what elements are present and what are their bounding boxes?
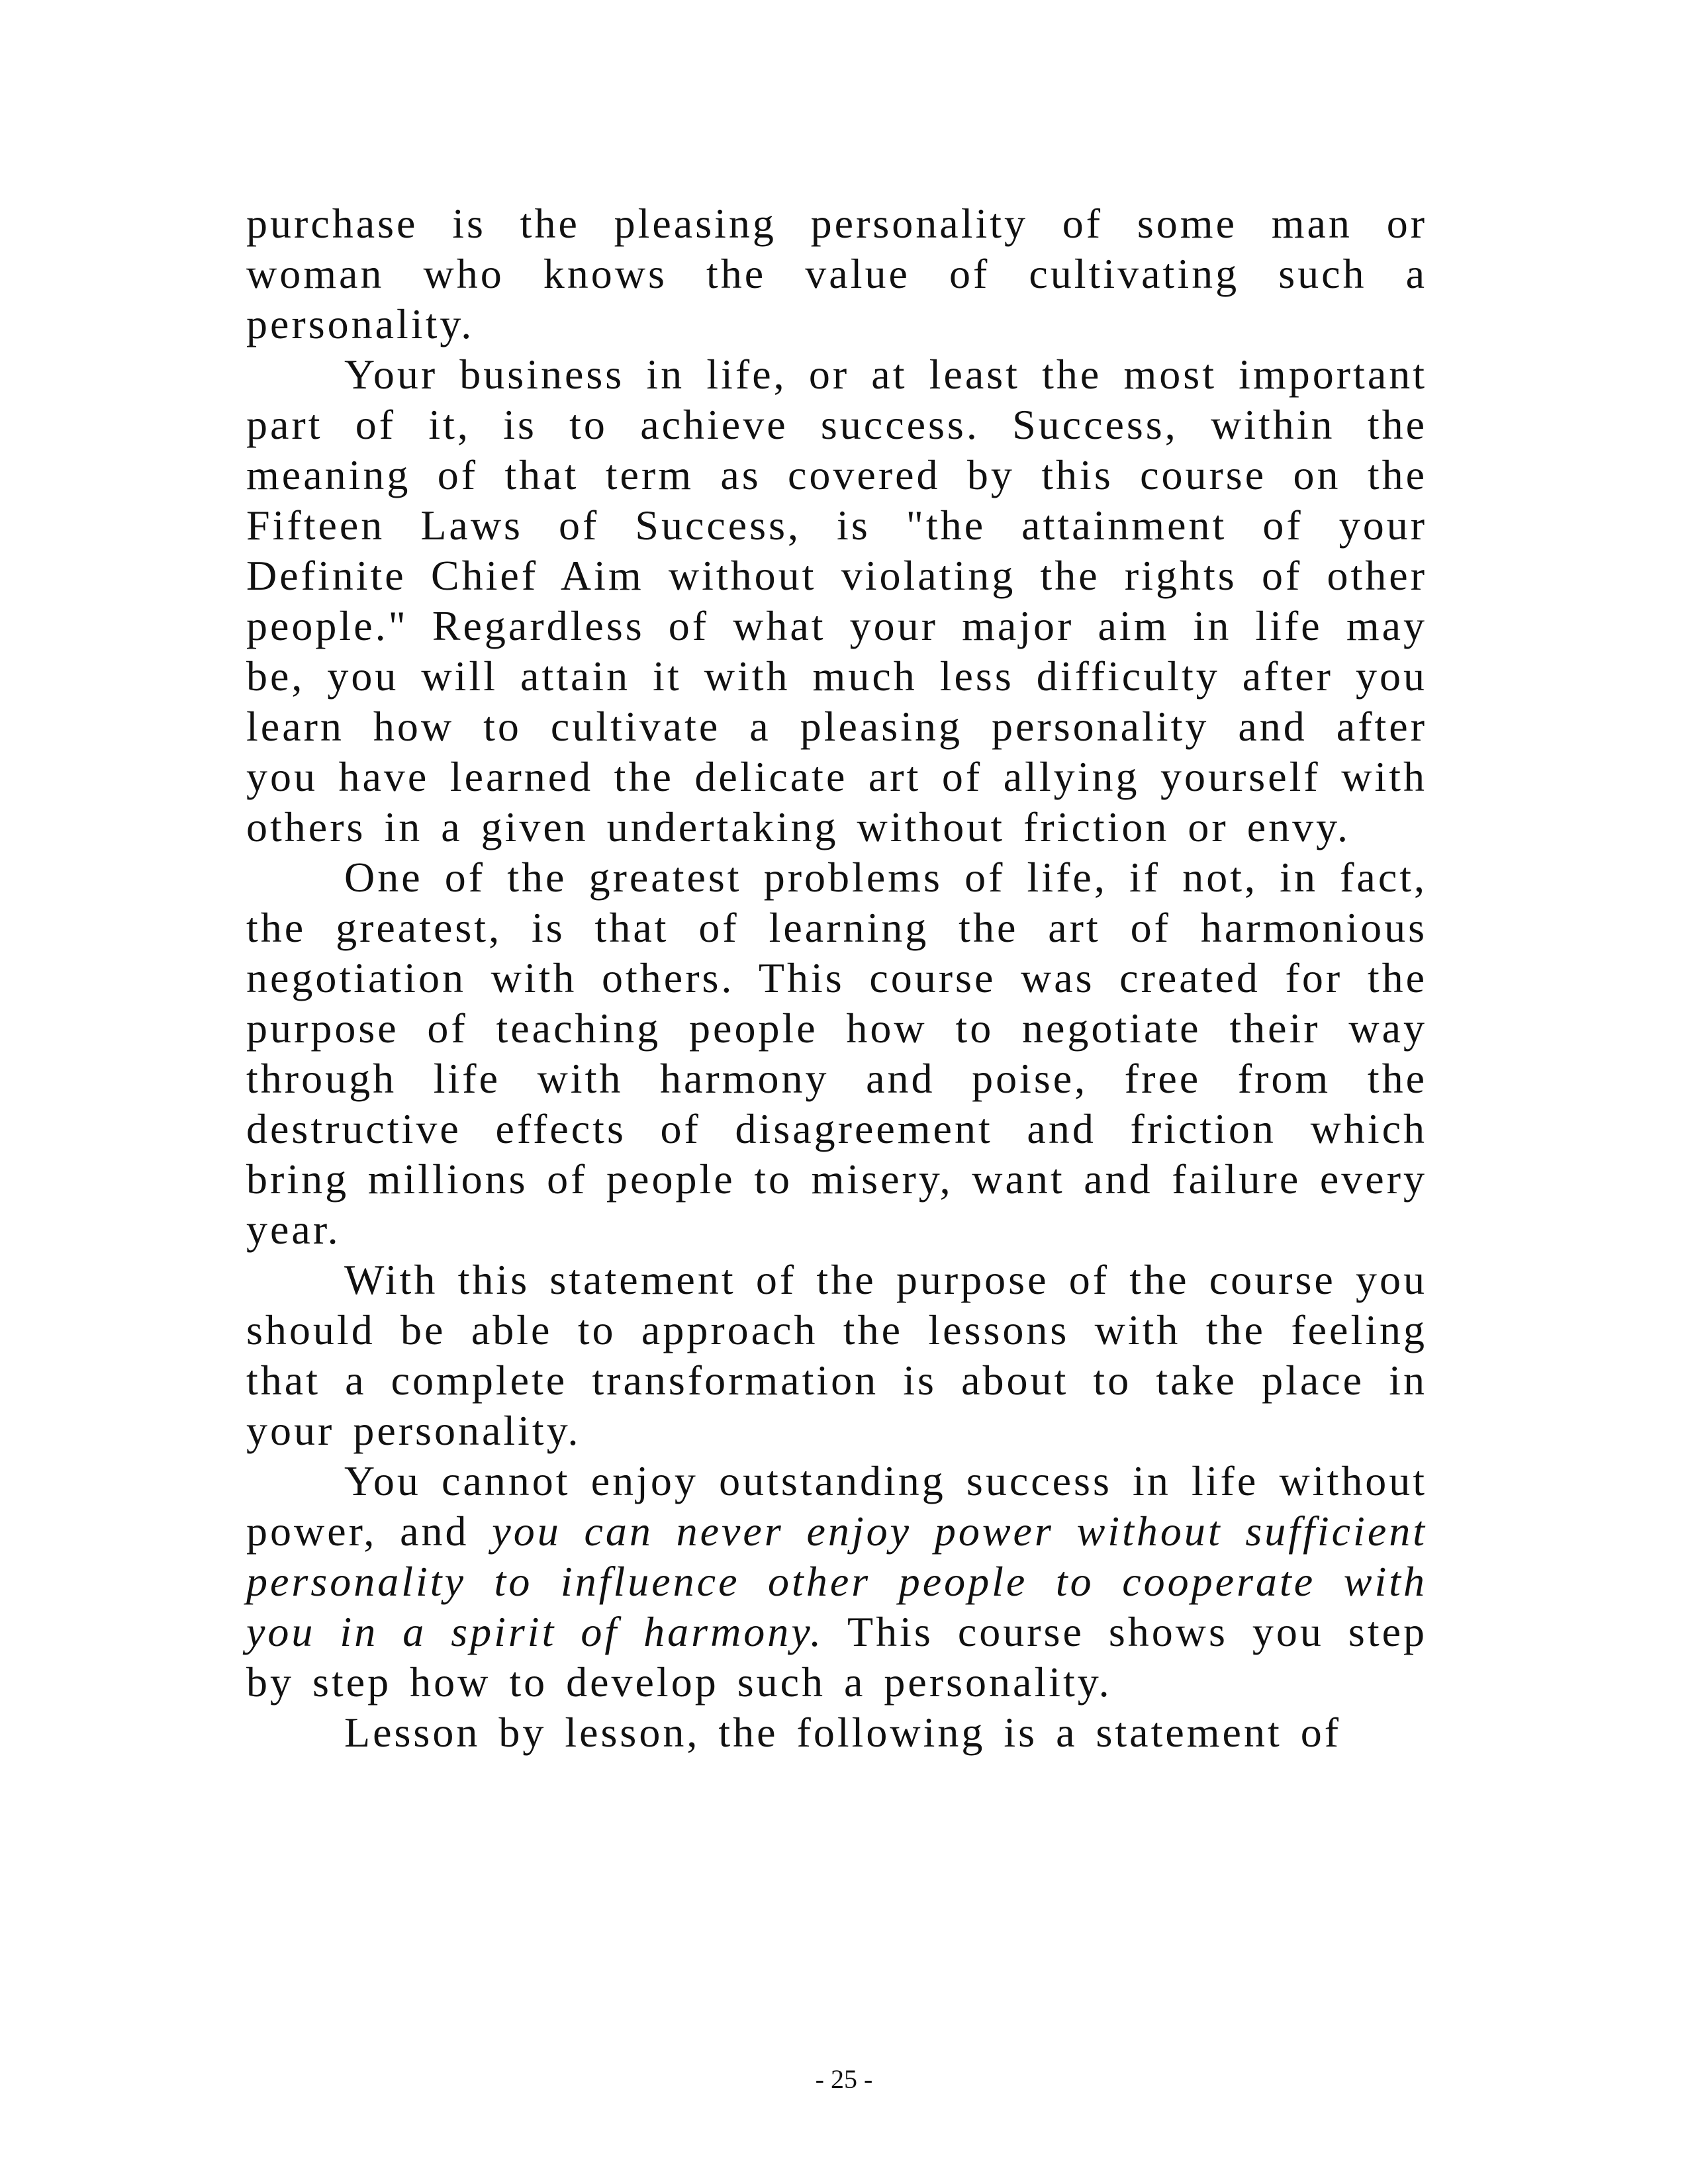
paragraph-text-after: This course shows you step by step how to develop such a personality.	[246, 1608, 1427, 1706]
paragraph-lesson-intro: Lesson by lesson, the following is a statement of	[344, 1709, 1342, 1756]
paragraph-power-personality	[246, 1456, 1427, 1707]
body-text	[246, 199, 1427, 1758]
paragraph-harmonious-negotiation: One of the greatest problems of life, if not, in fact, the greatest, is that of learning the art of harmonious negotiation with others. This course was created for the purpose of teaching people how to negotiate their way through life with harmony and poise, free from the destructive effects of disagreement and friction which bring millions of people to misery, want and failure every year.	[246, 854, 1427, 1253]
paragraph-emphasis: you can never enjoy power without sufficient personality to influence other people to cooperate with you in a spirit of harmony.	[246, 1508, 1428, 1655]
paragraph-continuation: purchase is the pleasing personality of some man or woman who knows the value of cultivating such a personality.	[246, 200, 1427, 347]
paragraph-text-before: You cannot enjoy outstanding success in life without power, and	[246, 1457, 1427, 1555]
paragraph-business-success: Your business in life, or at least the most important part of it, is to achieve success. Success, within the meaning of that term as covered by this course on the Fifteen Laws of Success, is "the attainment of your Definite Chief Aim without violating the rights of other people." Regardless of what your major aim in life may be, you will attain it with much less difficulty after you learn how to cultivate a pleasing personality and after you have learned the delicate art of allying yourself with others in a given undertaking without friction or envy.	[246, 351, 1427, 850]
page-number: - 25 -	[815, 2064, 873, 2094]
paragraph-course-purpose: With this statement of the purpose of the course you should be able to approach the lessons with the feeling that a complete transformation is about to take place in your personality.	[246, 1256, 1427, 1454]
